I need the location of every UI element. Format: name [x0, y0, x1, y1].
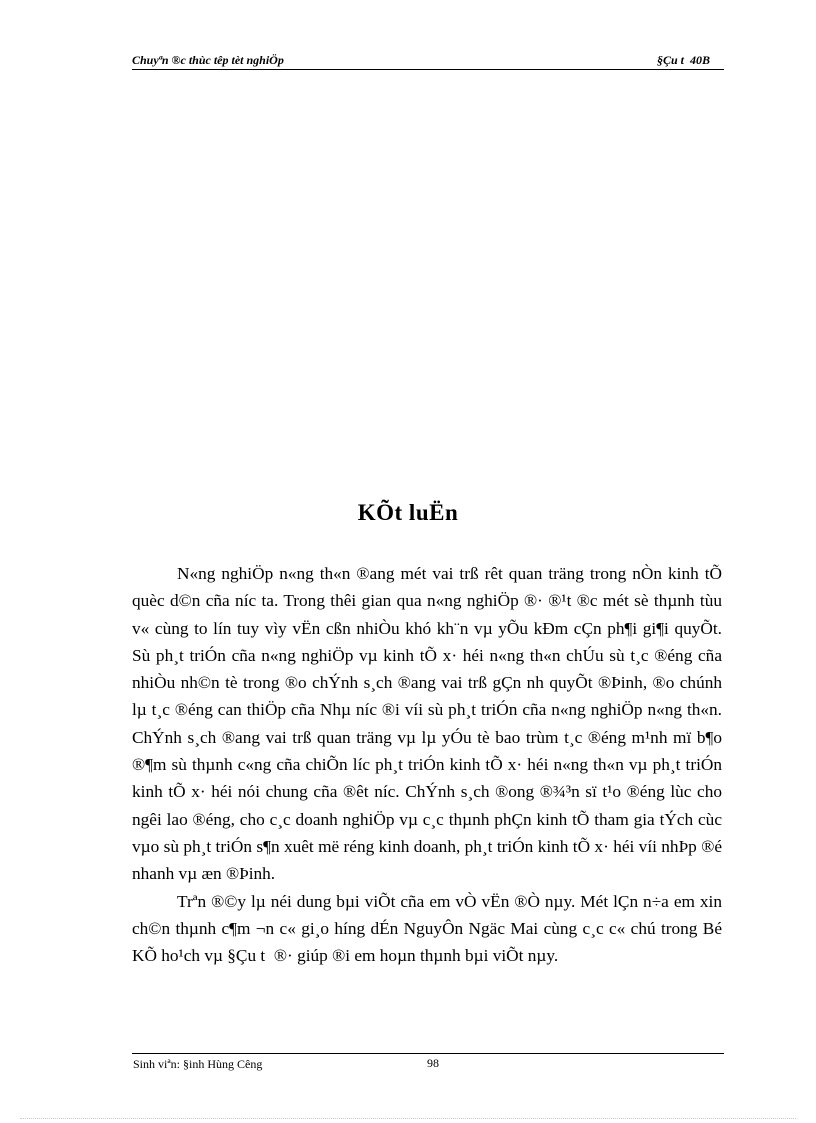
paragraph-1: N«ng nghiÖp n«ng th«n ®ang mét vai trß rêt quan träng trong nÒn kinh tÕ quèc d©n cña níc ta. Trong thêi gian qua n«ng nghiÖp ®· ®¹t ®c mét sè thµnh tùu v« cùng to lín tuy vìy vËn cßn nhiÒu khó kh¨n vµ yÕu kÐm cÇn ph¶i gi¶i quyÕt. Sù ph¸t triÓn cña n«ng nghiÖp vµ kinh tÕ x· héi n«ng th«n chÚu sù t¸c ®éng cña nhiÒu nh©n tè trong ®o chÝnh s¸ch ®ang vai trß gÇn nh quyÕt ®Þinh, ®o chúnh lµ t¸c ®éng can thiÖp cña Nhµ níc ®i víi sù ph¸t triÓn cña n«ng nghiÖp n«ng th«n. ChÝnh s¸ch ®ang vai trß quan träng vµ lµ yÓu tè bao trùm t¸c ®éng m¹nh mï b¶o ®¶m sù thµnh c«ng cña chiÕn líc ph¸t triÓn kinh tÕ x· héi n«ng th«n vµ ph¸t triÓn kinh tÕ x· héi nói chung cña ®êt níc. ChÝnh s¸ch ®ong ®¾³n sï t¹o ®éng lùc cho ngêi lao ®éng, cho c¸c doanh nghiÖp vµ c¸c thµnh phÇn kinh tÕ tham gia tÝch cùc vµo sù ph¸t triÓn s¶n xuêt më réng kinh doanh, ph¸t triÓn kinh tÕ x· héi víi nhÞp ®é nhanh vµ æn ®Þinh. — [132, 564, 722, 884]
footer-divider — [132, 1053, 724, 1054]
page-bottom-edge — [20, 1118, 796, 1119]
header-class-code: §Çu t 40B — [656, 53, 710, 67]
page-number: 98 — [427, 1056, 439, 1070]
paragraph-2: Trªn ®©y lµ néi dung bµi viÕt cña em vÒ vËn ®Ò nµy. Mét lÇn n÷a em xin ch©n thµnh c¶m ¬n c« gi¸o híng dÉn NguyÔn Ngäc Mai cùng c¸c c« chú trong Bé KÕ ho¹ch vµ §Çu t ®· giúp ®i em hoµn thµnh bµi viÕt nµy. — [132, 891, 722, 966]
footer-student-name: Sinh viªn: §inh Hùng Cêng — [133, 1057, 263, 1071]
page-header — [132, 51, 724, 70]
body-text — [132, 560, 722, 969]
section-title: KÕt luËn — [357, 500, 459, 525]
header-document-title: Chuyªn ®c thùc têp tèt nghiÖp — [132, 53, 284, 67]
